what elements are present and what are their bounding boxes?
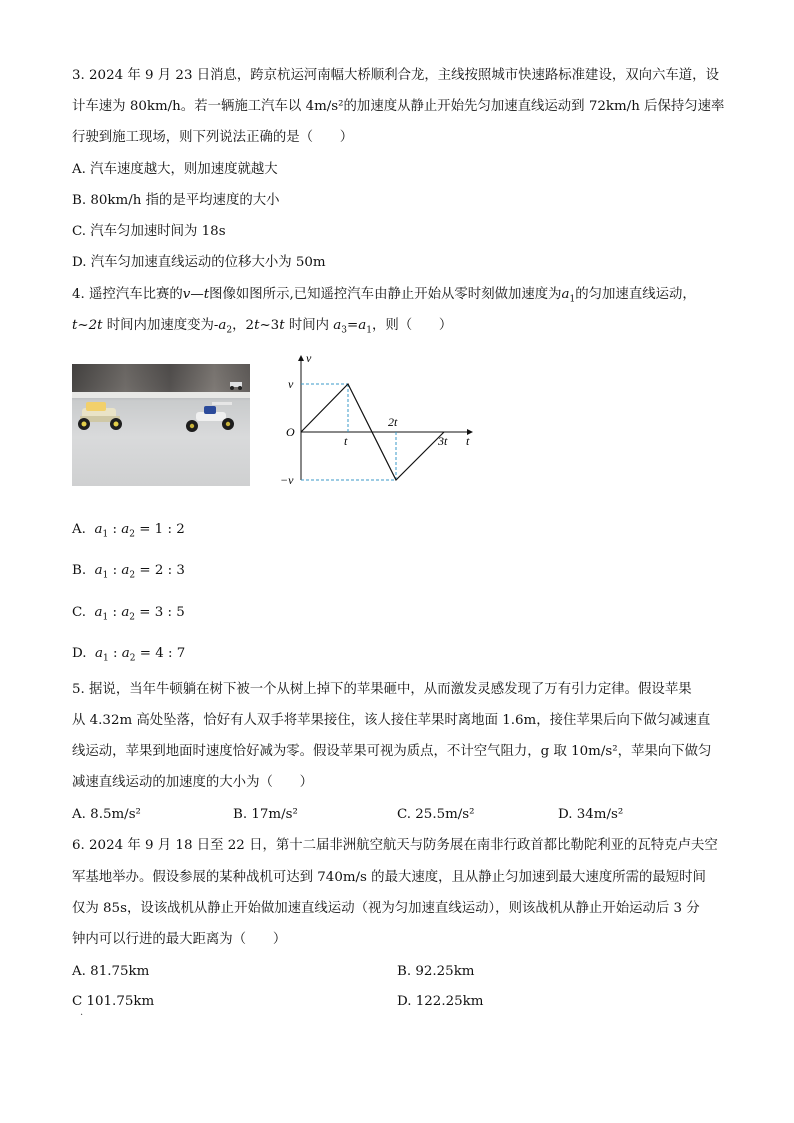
q4-text: 图像如图所示,已知遥控汽车由静止开始从零时刻做加速度为 <box>209 287 562 302</box>
q3-line-1: 3. 2024 年 9 月 23 日消息，跨京杭运河南幅大桥顺利合龙，主线按照城市快速路标准建设，双向六车道，设 <box>72 68 719 83</box>
q5-option-c: C. 25.5m/s² <box>397 807 475 822</box>
q4-text: 时间内加速度变为- <box>102 318 219 333</box>
rc-car-photo <box>72 364 250 486</box>
ratio-value: 1 : 2 <box>154 522 185 537</box>
ratio-value: 4 : 7 <box>155 646 186 661</box>
t-symbol: t <box>254 318 260 333</box>
v-negative-label: −v <box>280 473 294 487</box>
q6-line-3: 仅为 85s，设该战机从静止开始做加速直线运动（视为匀加速直线运动），则该战机从静止开始运动后 3 分 <box>72 901 700 916</box>
q4-text: ~3 <box>259 318 280 333</box>
q5-option-b: B. 17m/s² <box>233 807 298 822</box>
q6-line-1: 6. 2024 年 9 月 18 日至 22 日，第十二届非洲航空航天与防务展在南非行政首都比勒陀利亚的瓦特克卢夫空 <box>72 838 718 853</box>
a2-subscript: 2 <box>226 325 233 336</box>
q4-option-b: B. $a_1$ : $a_2 = 2$ : 3 <box>72 563 185 581</box>
ratio-value: 3 : 5 <box>154 605 185 620</box>
q3-option-a: A. 汽车速度越大，则加速度就越大 <box>72 162 278 177</box>
q6-option-d: D. 122.25km <box>397 994 484 1009</box>
a3-subscript: 3 <box>341 325 347 336</box>
origin-label: O <box>286 425 295 439</box>
option-letter: A. <box>72 522 86 537</box>
q3-option-c: C. 汽车匀加速时间为 18s <box>72 224 226 239</box>
v-axis-label: v <box>306 352 312 365</box>
t3-tick-label: 3t <box>438 434 448 448</box>
t1-tick-label: t <box>344 434 348 448</box>
rc-cars-illustration <box>72 364 250 486</box>
option-letter: B. <box>72 563 87 578</box>
q3-line-3: 行驶到施工现场，则下列说法正确的是（ ） <box>72 130 354 145</box>
q4-text: ，则（ ） <box>371 318 453 333</box>
a3-symbol: a <box>333 318 342 333</box>
q5-line-2: 从 4.32m 高处坠落，恰好有人双手将苹果接住，该人接住苹果时离地面 1.6m，接住苹果后向下做匀减速直 <box>72 713 711 728</box>
q3-line-2: 计车速为 80km/h。若一辆施工汽车以 4m/s²的加速度从静止开始先匀加速直线运动到 72km/h 后保持匀速率 <box>72 99 725 114</box>
q6-option-b: B. 92.25km <box>397 964 475 979</box>
q6-option-c: C 101.75km <box>72 994 155 1009</box>
a1-symbol: a <box>561 287 570 302</box>
blue-rc-buggy <box>186 402 234 432</box>
q5-option-d: D. 34m/s² <box>558 807 624 822</box>
q5-option-a: A. 8.5m/s² <box>72 807 141 822</box>
option-letter: C. <box>72 605 87 620</box>
vt-symbol: v—t <box>182 287 210 302</box>
q4-line-2 <box>72 316 452 341</box>
t-symbol: t <box>279 318 285 333</box>
q4-option-d: D. $a_1$ : $a_2 = 4$ : 7 <box>72 646 186 664</box>
q5-line-4: 减速直线运动的加速度的大小为（ ） <box>72 775 314 790</box>
q6-option-a: A. 81.75km <box>72 964 150 979</box>
ratio-value: 2 : 3 <box>154 563 185 578</box>
option-letter: D. <box>72 646 87 661</box>
q4-text: 的匀加速直线运动， <box>575 287 696 302</box>
q3-option-b: B. 80km/h 指的是平均速度的大小 <box>72 193 280 208</box>
a1-symbol: a <box>358 318 367 333</box>
q4-text: 4. 遥控汽车比赛的 <box>72 287 183 302</box>
a1-subscript: 1 <box>366 325 372 336</box>
a2-symbol: a <box>218 318 227 333</box>
q6-line-2: 军基地举办。假设参展的某种战机可达到 740m/s 的最大速度，且从静止匀加速到最大速度所需的最短时间 <box>72 870 706 885</box>
q4-option-c: C. $a_1$ : $a_2 = 3$ : 5 <box>72 605 185 623</box>
v-positive-label: v <box>288 377 294 391</box>
q4-text: ，2 <box>232 318 255 333</box>
t-range: t~2t <box>72 318 103 333</box>
q3-option-d: D. 汽车匀加速直线运动的位移大小为 50m <box>72 255 326 270</box>
distant-rc-car <box>230 382 242 390</box>
q4-text: 时间内 <box>284 318 334 333</box>
v-t-graph <box>276 352 486 492</box>
footer-mark: · <box>80 1010 84 1021</box>
equals-sign: = <box>347 318 359 333</box>
q4-line-1 <box>72 285 696 310</box>
t-axis-label: t <box>466 434 470 448</box>
q6-line-4: 钟内可以行进的最大距离为（ ） <box>72 932 287 947</box>
q5-line-3: 线运动，苹果到地面时速度恰好减为零。假设苹果可视为质点，不计空气阻力，g 取 10m/s²，苹果向下做匀 <box>72 744 712 759</box>
q4-option-a: A. $a_1$ : $a_2 = 1$ : 2 <box>72 522 185 540</box>
q5-line-1: 5. 据说，当年牛顿躺在树下被一个从树上掉下的苹果砸中，从而激发灵感发现了万有引力定律。假设苹果 <box>72 682 692 697</box>
yellow-rc-truck <box>78 402 122 430</box>
a1-subscript: 1 <box>569 294 576 305</box>
t2-tick-label: 2t <box>388 415 398 429</box>
